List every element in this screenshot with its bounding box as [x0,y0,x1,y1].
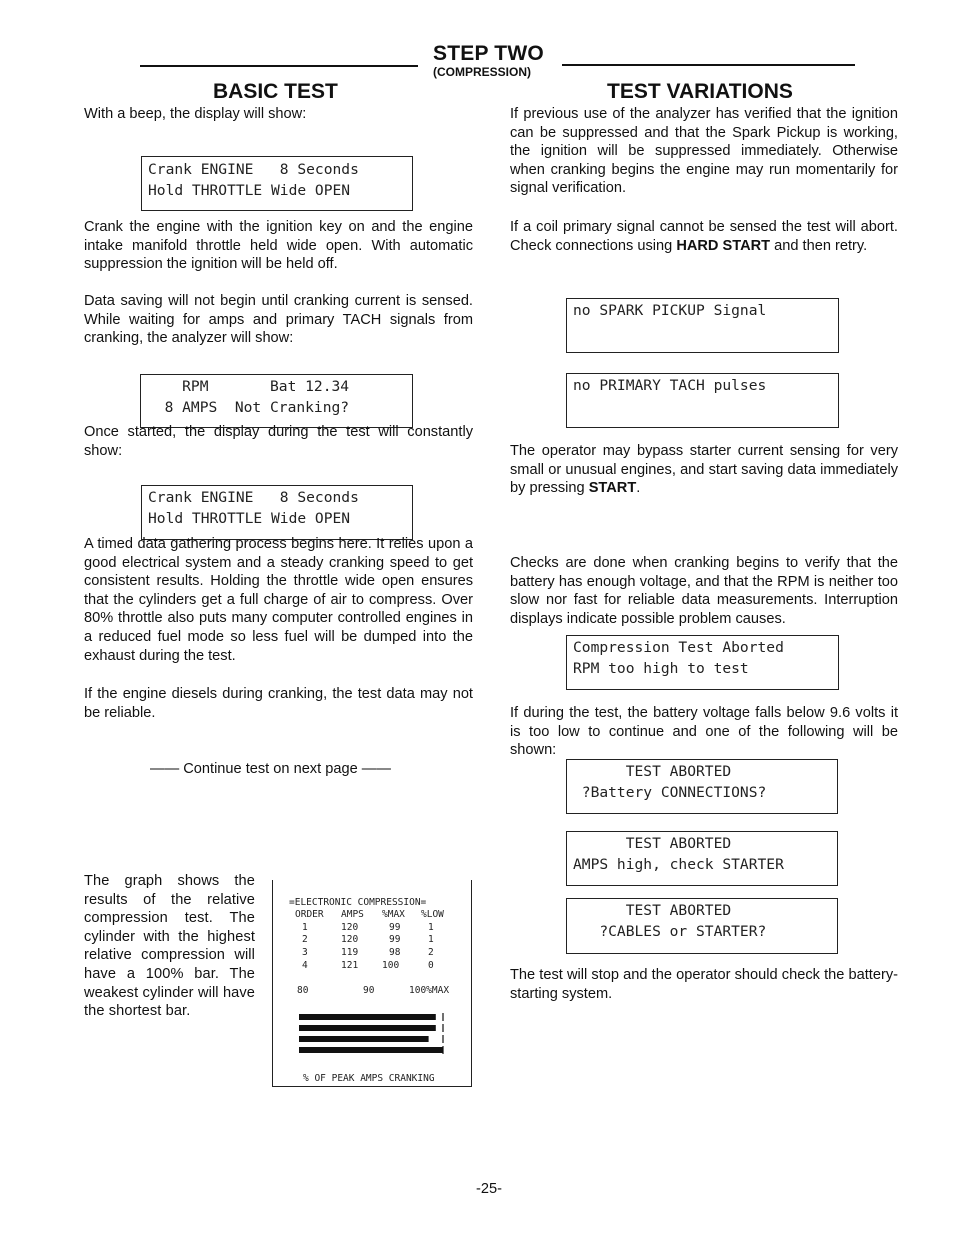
table-cell: 1 [428,922,434,933]
table-cell: 4 [302,960,308,971]
table-cell: 119 [341,947,359,958]
left-paragraph-2: Crank the engine with the ignition key on and the engine intake manifold throttle held wide open. With automatic suppression the ignition will be held off. [84,219,473,273]
left-paragraph-1: With a beep, the display will show: [84,106,307,122]
lcd-battery-connections [566,759,838,814]
compression-bar-4 [299,1047,443,1053]
table-cell: 0 [428,960,434,971]
lcd-amps-high [566,831,838,886]
lcd-display-crank-1 [141,156,413,211]
lcd-line: Compression Test Aborted [573,639,784,656]
compression-bar-1 [299,1014,436,1020]
table-cell: 1 [302,922,308,933]
scale-label-80: 80 [297,985,309,996]
right-paragraph-1: If previous use of the analyzer has verified that the ignition can be suppressed and that the Spark Pickup is working, the ignition will be suppressed immediately. Otherwise when cranking begins the engine may run momentarily for signal verification. [510,106,898,197]
graph-caption: The graph shows the results of the relative compression test. The cylinder with the highest relative compression will have a 100% bar. The weakest cylinder will have the shortest bar. [84,873,255,1020]
graph-col-low: %LOW [421,909,444,920]
lcd-line: Hold THROTTLE Wide OPEN [148,510,351,527]
table-cell: 121 [341,960,359,971]
lcd-no-spark-pickup [566,298,839,353]
lcd-line: ?Battery CONNECTIONS? [573,784,767,801]
lcd-line: TEST ABORTED [573,763,732,780]
lcd-line: RPM too high to test [573,660,749,677]
continue-note: —— Continue test on next page —— [150,761,391,777]
header-rule-left [140,65,418,67]
bar-chart [273,1005,471,1075]
right-paragraph-3 [510,442,898,498]
table-cell: 2 [302,934,308,945]
table-cell: 98 [389,947,401,958]
lcd-line: 8 AMPS Not Cranking? [147,399,350,416]
basic-test-title: BASIC TEST [213,80,338,103]
left-paragraph-3: Data saving will not begin until cranking current is sensed. While waiting for amps and primary TACH signals from cranking, the analyzer will show: [84,293,473,347]
step-title: STEP TWO [433,42,544,65]
compression-graph [272,880,472,1087]
table-cell: 3 [302,947,308,958]
hard-start-label: HARD START [676,237,771,254]
lcd-line: Crank ENGINE 8 Seconds [148,489,359,506]
left-paragraph-6: If the engine diesels during cranking, the test data may not be reliable. [84,686,473,721]
right-paragraph-6: The test will stop and the operator should check the battery-starting system. [510,967,898,1002]
text-span: and then retry. [770,237,868,254]
lcd-display-rpm [140,374,413,428]
graph-title: =ELECTRONIC COMPRESSION= [289,897,427,908]
graph-col-max: %MAX [382,909,405,920]
text-span: If a coil primary signal cannot be sensed the test will abort. Check connections using [510,219,898,254]
text-span: The operator may bypass starter current sensing for very small or unusual engines, and start saving data immediately by pressing [510,443,898,497]
graph-col-amps: AMPS [341,909,364,920]
test-variations-title: TEST VARIATIONS [607,80,793,103]
lcd-line: TEST ABORTED [573,902,732,919]
scale-label-100: 100%MAX [409,985,450,996]
lcd-no-primary-tach [566,373,839,428]
table-cell: 100 [382,960,400,971]
step-subtitle: (COMPRESSION) [433,65,532,79]
left-paragraph-5: A timed data gathering process begins here. It relies upon a good electrical system and a steady cranking speed to get consistent results. Holding the throttle wide open ensures that the cylinders get a full charge of air to compress. Over 80% throttle also puts many computer controlled engines in a reduced fuel mode so less fuel will be dumped into the exhaust during the test. [84,536,473,664]
right-paragraph-4: Checks are done when cranking begins to verify that the battery has enough voltage, and that the RPM is neither too slow nor fast for reliable data measurements. Interruption displays indicate possible problem causes. [510,555,898,627]
table-cell: 120 [341,922,359,933]
graph-col-order: ORDER [295,909,324,920]
start-label: START [588,480,637,497]
compression-bar-3 [299,1036,429,1042]
lcd-line: no PRIMARY TACH pulses [573,377,767,394]
lcd-line: AMPS high, check STARTER [573,856,784,873]
table-cell: 99 [389,922,401,933]
lcd-line: no SPARK PICKUP Signal [573,302,767,319]
left-paragraph-4: Once started, the display during the test will constantly show: [84,424,473,459]
lcd-line: RPM Bat 12.34 [147,378,350,395]
header-rule-right [562,64,855,66]
lcd-display-crank-2 [141,485,413,540]
lcd-line: Hold THROTTLE Wide OPEN [148,182,351,199]
lcd-line: Crank ENGINE 8 Seconds [148,161,359,178]
lcd-cables-starter [566,898,838,954]
table-cell: 99 [389,934,401,945]
table-cell: 2 [428,947,434,958]
lcd-line: TEST ABORTED [573,835,732,852]
scale-label-90: 90 [363,985,375,996]
lcd-rpm-too-high [566,635,839,690]
lcd-line: ?CABLES or STARTER? [573,923,767,940]
table-cell: 1 [428,934,434,945]
right-paragraph-5: If during the test, the battery voltage falls below 9.6 volts it is too low to continue and one of the following will be shown: [510,705,898,759]
compression-bar-2 [299,1025,436,1031]
right-paragraph-2 [510,218,898,255]
page-number: -25- [476,1181,502,1197]
text-span: . [636,480,641,497]
graph-x-label: % OF PEAK AMPS CRANKING [303,1073,435,1084]
table-cell: 120 [341,934,359,945]
